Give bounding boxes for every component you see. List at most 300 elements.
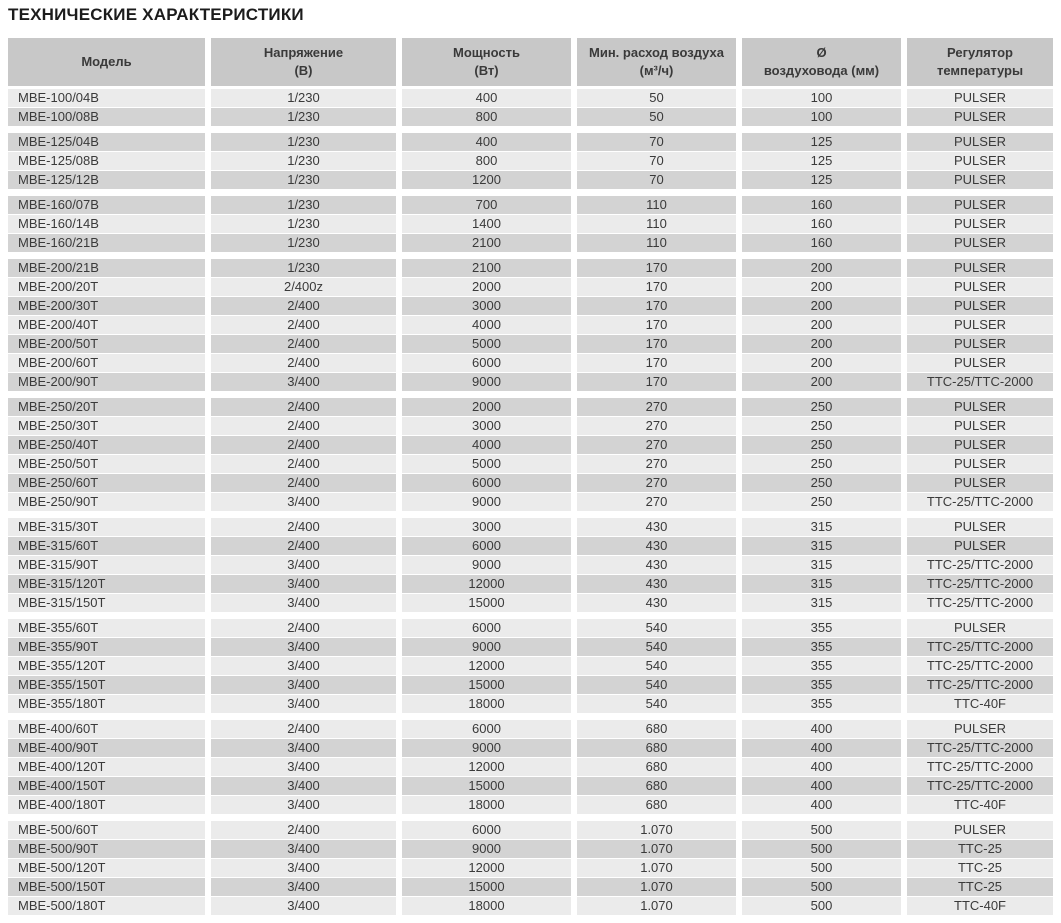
cell-voltage: 2/400 <box>211 720 396 738</box>
cell-diameter: 100 <box>742 108 901 126</box>
cell-diameter: 355 <box>742 676 901 694</box>
cell-regulator: TTC-40F <box>907 897 1053 915</box>
cell-airflow: 540 <box>577 676 736 694</box>
cell-voltage: 3/400 <box>211 739 396 757</box>
cell-diameter: 160 <box>742 215 901 233</box>
cell-voltage: 2/400 <box>211 398 396 416</box>
column-header-airflow <box>577 38 736 86</box>
cell-model: MBE-500/90T <box>8 840 205 858</box>
table-row <box>8 171 1053 190</box>
cell-regulator: PULSER <box>907 537 1053 555</box>
cell-voltage: 2/400 <box>211 537 396 555</box>
cell-power: 2000 <box>402 278 571 296</box>
cell-regulator: PULSER <box>907 474 1053 492</box>
table-row <box>8 234 1053 253</box>
cell-airflow: 270 <box>577 417 736 435</box>
cell-model: MBE-160/07B <box>8 196 205 214</box>
cell-airflow: 270 <box>577 493 736 511</box>
cell-airflow: 540 <box>577 657 736 675</box>
cell-airflow: 680 <box>577 796 736 814</box>
cell-regulator: TTC-25 <box>907 859 1053 877</box>
column-header-power <box>402 38 571 86</box>
cell-voltage: 2/400 <box>211 821 396 839</box>
table-row <box>8 455 1053 474</box>
cell-airflow: 170 <box>577 278 736 296</box>
cell-model: MBE-400/180T <box>8 796 205 814</box>
table-group <box>8 89 1053 127</box>
cell-airflow: 270 <box>577 455 736 473</box>
cell-regulator: PULSER <box>907 152 1053 170</box>
cell-power: 15000 <box>402 676 571 694</box>
cell-regulator: PULSER <box>907 234 1053 252</box>
cell-model: MBE-315/90T <box>8 556 205 574</box>
cell-diameter: 500 <box>742 840 901 858</box>
column-header-sublabel: температуры <box>936 63 1024 78</box>
cell-voltage: 3/400 <box>211 575 396 593</box>
table-row <box>8 354 1053 373</box>
cell-model: MBE-200/20T <box>8 278 205 296</box>
cell-airflow: 1.070 <box>577 821 736 839</box>
table-row <box>8 720 1053 739</box>
cell-airflow: 680 <box>577 758 736 776</box>
table-row <box>8 777 1053 796</box>
cell-power: 3000 <box>402 297 571 315</box>
cell-regulator: TTC-25/TTC-2000 <box>907 739 1053 757</box>
table-row <box>8 657 1053 676</box>
specs-table <box>8 38 1053 916</box>
cell-model: MBE-160/21B <box>8 234 205 252</box>
cell-model: MBE-125/08B <box>8 152 205 170</box>
cell-regulator: PULSER <box>907 436 1053 454</box>
cell-power: 6000 <box>402 821 571 839</box>
cell-model: MBE-355/120T <box>8 657 205 675</box>
cell-regulator: TTC-25/TTC-2000 <box>907 373 1053 391</box>
cell-voltage: 1/230 <box>211 234 396 252</box>
cell-regulator: TTC-25/TTC-2000 <box>907 594 1053 612</box>
cell-model: MBE-315/150T <box>8 594 205 612</box>
column-header-diameter <box>742 38 901 86</box>
cell-regulator: TTC-40F <box>907 695 1053 713</box>
table-row <box>8 897 1053 916</box>
cell-voltage: 3/400 <box>211 878 396 896</box>
cell-airflow: 70 <box>577 171 736 189</box>
table-group <box>8 619 1053 714</box>
table-row <box>8 89 1053 108</box>
table-row <box>8 594 1053 613</box>
table-header-row <box>8 38 1053 86</box>
cell-regulator: PULSER <box>907 89 1053 107</box>
table-group <box>8 196 1053 253</box>
cell-voltage: 2/400 <box>211 335 396 353</box>
table-row <box>8 575 1053 594</box>
cell-diameter: 200 <box>742 259 901 277</box>
cell-power: 4000 <box>402 316 571 334</box>
cell-diameter: 200 <box>742 354 901 372</box>
cell-model: MBE-355/90T <box>8 638 205 656</box>
cell-diameter: 250 <box>742 417 901 435</box>
cell-model: MBE-200/21B <box>8 259 205 277</box>
page-title: ТЕХНИЧЕСКИЕ ХАРАКТЕРИСТИКИ <box>8 5 304 24</box>
cell-airflow: 680 <box>577 777 736 795</box>
cell-airflow: 270 <box>577 436 736 454</box>
cell-model: MBE-500/120T <box>8 859 205 877</box>
cell-model: MBE-250/40T <box>8 436 205 454</box>
cell-voltage: 2/400z <box>211 278 396 296</box>
cell-regulator: PULSER <box>907 297 1053 315</box>
cell-diameter: 400 <box>742 739 901 757</box>
cell-power: 700 <box>402 196 571 214</box>
cell-diameter: 355 <box>742 638 901 656</box>
column-header-label: Мощность <box>453 45 520 60</box>
table-row <box>8 436 1053 455</box>
cell-power: 12000 <box>402 859 571 877</box>
cell-voltage: 1/230 <box>211 215 396 233</box>
cell-diameter: 500 <box>742 878 901 896</box>
cell-diameter: 200 <box>742 335 901 353</box>
cell-voltage: 2/400 <box>211 417 396 435</box>
cell-airflow: 680 <box>577 720 736 738</box>
table-group <box>8 720 1053 815</box>
cell-regulator: PULSER <box>907 417 1053 435</box>
cell-regulator: PULSER <box>907 316 1053 334</box>
cell-diameter: 200 <box>742 278 901 296</box>
cell-power: 6000 <box>402 354 571 372</box>
cell-airflow: 170 <box>577 373 736 391</box>
cell-power: 4000 <box>402 436 571 454</box>
table-row <box>8 840 1053 859</box>
table-row <box>8 493 1053 512</box>
cell-power: 9000 <box>402 556 571 574</box>
cell-diameter: 500 <box>742 821 901 839</box>
cell-voltage: 3/400 <box>211 493 396 511</box>
cell-model: MBE-160/14B <box>8 215 205 233</box>
cell-model: MBE-355/60T <box>8 619 205 637</box>
cell-diameter: 400 <box>742 796 901 814</box>
table-row <box>8 821 1053 840</box>
cell-regulator: TTC-25/TTC-2000 <box>907 676 1053 694</box>
cell-diameter: 400 <box>742 777 901 795</box>
cell-model: MBE-250/20T <box>8 398 205 416</box>
cell-voltage: 1/230 <box>211 89 396 107</box>
cell-power: 400 <box>402 89 571 107</box>
cell-airflow: 270 <box>577 474 736 492</box>
cell-regulator: PULSER <box>907 278 1053 296</box>
cell-regulator: TTC-25/TTC-2000 <box>907 556 1053 574</box>
cell-airflow: 170 <box>577 297 736 315</box>
cell-voltage: 1/230 <box>211 171 396 189</box>
cell-model: MBE-500/60T <box>8 821 205 839</box>
cell-voltage: 3/400 <box>211 676 396 694</box>
cell-diameter: 250 <box>742 455 901 473</box>
table-row <box>8 278 1053 297</box>
table-row <box>8 196 1053 215</box>
cell-voltage: 3/400 <box>211 897 396 915</box>
table-row <box>8 695 1053 714</box>
table-group <box>8 821 1053 916</box>
column-header-label: Мин. расход воздуха <box>589 45 724 60</box>
cell-regulator: TTC-25/TTC-2000 <box>907 657 1053 675</box>
cell-voltage: 1/230 <box>211 108 396 126</box>
cell-power: 6000 <box>402 619 571 637</box>
cell-regulator: TTC-25/TTC-2000 <box>907 638 1053 656</box>
cell-power: 12000 <box>402 657 571 675</box>
table-row <box>8 335 1053 354</box>
cell-diameter: 355 <box>742 619 901 637</box>
cell-airflow: 110 <box>577 196 736 214</box>
cell-regulator: TTC-25 <box>907 878 1053 896</box>
cell-model: MBE-315/30T <box>8 518 205 536</box>
cell-airflow: 430 <box>577 594 736 612</box>
cell-model: MBE-250/30T <box>8 417 205 435</box>
cell-diameter: 125 <box>742 152 901 170</box>
cell-regulator: PULSER <box>907 171 1053 189</box>
cell-voltage: 3/400 <box>211 796 396 814</box>
cell-model: MBE-200/50T <box>8 335 205 353</box>
cell-airflow: 680 <box>577 739 736 757</box>
cell-model: MBE-400/90T <box>8 739 205 757</box>
cell-power: 1400 <box>402 215 571 233</box>
table-row <box>8 297 1053 316</box>
cell-diameter: 355 <box>742 657 901 675</box>
table-row <box>8 676 1053 695</box>
cell-airflow: 50 <box>577 108 736 126</box>
cell-model: MBE-200/60T <box>8 354 205 372</box>
cell-regulator: PULSER <box>907 354 1053 372</box>
cell-power: 6000 <box>402 474 571 492</box>
cell-regulator: TTC-25/TTC-2000 <box>907 758 1053 776</box>
table-row <box>8 739 1053 758</box>
cell-voltage: 2/400 <box>211 518 396 536</box>
cell-voltage: 3/400 <box>211 594 396 612</box>
cell-model: MBE-250/50T <box>8 455 205 473</box>
column-header-sublabel: (Вт) <box>474 63 499 78</box>
cell-regulator: PULSER <box>907 215 1053 233</box>
cell-diameter: 500 <box>742 897 901 915</box>
cell-airflow: 540 <box>577 638 736 656</box>
table-row <box>8 518 1053 537</box>
cell-model: MBE-400/120T <box>8 758 205 776</box>
cell-power: 2100 <box>402 234 571 252</box>
cell-power: 15000 <box>402 777 571 795</box>
table-row <box>8 259 1053 278</box>
table-row <box>8 398 1053 417</box>
cell-power: 15000 <box>402 594 571 612</box>
cell-airflow: 540 <box>577 619 736 637</box>
table-row <box>8 417 1053 436</box>
cell-power: 800 <box>402 108 571 126</box>
cell-airflow: 1.070 <box>577 897 736 915</box>
cell-power: 15000 <box>402 878 571 896</box>
cell-regulator: PULSER <box>907 619 1053 637</box>
cell-airflow: 270 <box>577 398 736 416</box>
cell-model: MBE-125/12B <box>8 171 205 189</box>
cell-diameter: 125 <box>742 171 901 189</box>
cell-voltage: 2/400 <box>211 619 396 637</box>
cell-airflow: 170 <box>577 335 736 353</box>
cell-voltage: 2/400 <box>211 297 396 315</box>
table-row <box>8 638 1053 657</box>
cell-regulator: TTC-25/TTC-2000 <box>907 777 1053 795</box>
diameter-icon: Ø <box>816 45 827 60</box>
table-row <box>8 316 1053 335</box>
cell-model: MBE-400/150T <box>8 777 205 795</box>
cell-power: 18000 <box>402 796 571 814</box>
column-header-regulator <box>907 38 1053 86</box>
cell-diameter: 400 <box>742 758 901 776</box>
table-group <box>8 398 1053 512</box>
cell-regulator: TTC-25/TTC-2000 <box>907 575 1053 593</box>
cell-power: 400 <box>402 133 571 151</box>
cell-model: MBE-315/120T <box>8 575 205 593</box>
cell-model: MBE-125/04B <box>8 133 205 151</box>
cell-regulator: PULSER <box>907 196 1053 214</box>
cell-model: MBE-500/150T <box>8 878 205 896</box>
cell-voltage: 2/400 <box>211 436 396 454</box>
cell-diameter: 100 <box>742 89 901 107</box>
cell-voltage: 1/230 <box>211 133 396 151</box>
cell-airflow: 70 <box>577 133 736 151</box>
cell-power: 3000 <box>402 518 571 536</box>
cell-model: MBE-200/30T <box>8 297 205 315</box>
cell-voltage: 3/400 <box>211 556 396 574</box>
cell-diameter: 250 <box>742 436 901 454</box>
cell-power: 9000 <box>402 373 571 391</box>
cell-airflow: 540 <box>577 695 736 713</box>
cell-diameter: 315 <box>742 575 901 593</box>
cell-regulator: PULSER <box>907 518 1053 536</box>
cell-diameter: 500 <box>742 859 901 877</box>
cell-diameter: 315 <box>742 594 901 612</box>
column-header-label: Напряжение <box>263 45 344 60</box>
table-row <box>8 133 1053 152</box>
cell-power: 800 <box>402 152 571 170</box>
cell-power: 12000 <box>402 575 571 593</box>
cell-voltage: 2/400 <box>211 354 396 372</box>
cell-diameter: 315 <box>742 537 901 555</box>
cell-regulator: PULSER <box>907 398 1053 416</box>
table-row <box>8 108 1053 127</box>
cell-power: 9000 <box>402 638 571 656</box>
column-header-model <box>8 38 205 86</box>
cell-airflow: 430 <box>577 556 736 574</box>
table-row <box>8 474 1053 493</box>
cell-power: 9000 <box>402 840 571 858</box>
cell-power: 18000 <box>402 695 571 713</box>
cell-regulator: PULSER <box>907 455 1053 473</box>
cell-diameter: 400 <box>742 720 901 738</box>
cell-voltage: 3/400 <box>211 695 396 713</box>
cell-airflow: 110 <box>577 234 736 252</box>
cell-diameter: 250 <box>742 474 901 492</box>
cell-power: 5000 <box>402 455 571 473</box>
table-row <box>8 796 1053 815</box>
cell-regulator: PULSER <box>907 720 1053 738</box>
cell-voltage: 3/400 <box>211 758 396 776</box>
cell-voltage: 3/400 <box>211 373 396 391</box>
cell-diameter: 125 <box>742 133 901 151</box>
cell-power: 18000 <box>402 897 571 915</box>
cell-diameter: 250 <box>742 398 901 416</box>
table-row <box>8 152 1053 171</box>
table-row <box>8 758 1053 777</box>
cell-model: MBE-200/90T <box>8 373 205 391</box>
cell-power: 9000 <box>402 493 571 511</box>
column-header-sublabel: воздуховода (мм) <box>763 63 880 78</box>
cell-diameter: 200 <box>742 373 901 391</box>
cell-diameter: 355 <box>742 695 901 713</box>
cell-voltage: 3/400 <box>211 777 396 795</box>
cell-airflow: 1.070 <box>577 878 736 896</box>
cell-regulator: TTC-25/TTC-2000 <box>907 493 1053 511</box>
cell-model: MBE-400/60T <box>8 720 205 738</box>
column-header-label: Модель <box>81 54 132 69</box>
cell-model: MBE-315/60T <box>8 537 205 555</box>
cell-regulator: PULSER <box>907 821 1053 839</box>
cell-model: MBE-100/04B <box>8 89 205 107</box>
cell-model: MBE-355/180T <box>8 695 205 713</box>
cell-diameter: 315 <box>742 518 901 536</box>
cell-model: MBE-100/08B <box>8 108 205 126</box>
column-header-voltage <box>211 38 396 86</box>
cell-regulator: PULSER <box>907 133 1053 151</box>
cell-voltage: 3/400 <box>211 638 396 656</box>
table-row <box>8 859 1053 878</box>
cell-airflow: 1.070 <box>577 840 736 858</box>
table-row <box>8 373 1053 392</box>
cell-model: MBE-250/90T <box>8 493 205 511</box>
cell-airflow: 170 <box>577 316 736 334</box>
column-header-sublabel: (В) <box>294 63 313 78</box>
cell-power: 3000 <box>402 417 571 435</box>
table-row <box>8 619 1053 638</box>
cell-airflow: 170 <box>577 354 736 372</box>
cell-diameter: 160 <box>742 234 901 252</box>
cell-diameter: 315 <box>742 556 901 574</box>
table-body <box>8 89 1053 916</box>
cell-model: MBE-355/150T <box>8 676 205 694</box>
table-row <box>8 878 1053 897</box>
cell-diameter: 250 <box>742 493 901 511</box>
cell-model: MBE-500/180T <box>8 897 205 915</box>
cell-airflow: 110 <box>577 215 736 233</box>
cell-voltage: 2/400 <box>211 474 396 492</box>
column-header-sublabel: (м³/ч) <box>639 63 674 78</box>
table-row <box>8 215 1053 234</box>
table-row <box>8 537 1053 556</box>
cell-voltage: 3/400 <box>211 657 396 675</box>
cell-voltage: 1/230 <box>211 259 396 277</box>
cell-airflow: 50 <box>577 89 736 107</box>
cell-power: 12000 <box>402 758 571 776</box>
cell-voltage: 3/400 <box>211 859 396 877</box>
cell-power: 9000 <box>402 739 571 757</box>
cell-voltage: 2/400 <box>211 455 396 473</box>
cell-airflow: 70 <box>577 152 736 170</box>
cell-regulator: PULSER <box>907 108 1053 126</box>
cell-regulator: PULSER <box>907 259 1053 277</box>
cell-power: 1200 <box>402 171 571 189</box>
cell-airflow: 1.070 <box>577 859 736 877</box>
cell-power: 2100 <box>402 259 571 277</box>
table-group <box>8 133 1053 190</box>
cell-airflow: 170 <box>577 259 736 277</box>
cell-power: 6000 <box>402 537 571 555</box>
cell-regulator: PULSER <box>907 335 1053 353</box>
cell-regulator: TTC-25 <box>907 840 1053 858</box>
cell-model: MBE-250/60T <box>8 474 205 492</box>
table-row <box>8 556 1053 575</box>
cell-voltage: 1/230 <box>211 152 396 170</box>
